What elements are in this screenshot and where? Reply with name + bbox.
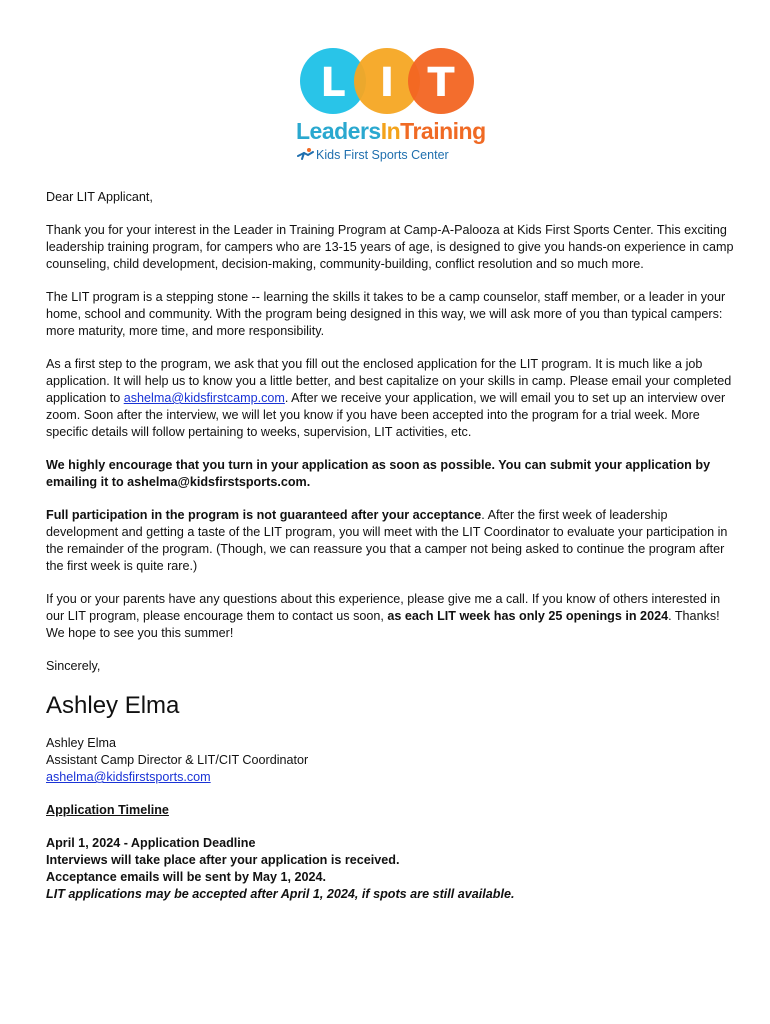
- first-step-text-b: . After we receive your application, we will email you to set up an interview over zoom. Soon after the interview, we will let you know if you have been accepted into the program for a trial week. More specific details will follow pertaining to weeks, supervision, LIT activities, etc.: [46, 391, 726, 439]
- closing: Sincerely,: [46, 659, 101, 673]
- logo-subtitle: [296, 147, 449, 164]
- questions-text-a: If you or your parents have any questions about this experience, please give me a call. If you know of others interested in our LIT program, please encourage them to contact us soon,: [46, 592, 721, 623]
- timeline-interviews: Interviews will take place after your application is received.: [46, 853, 400, 867]
- signer-title: Assistant Camp Director & LIT/CIT Coordinator: [46, 753, 309, 767]
- paragraph-participation: [46, 507, 736, 575]
- paragraph-stepping-stone: The LIT program is a stepping stone -- learning the skills it takes to be a camp counselor, staff member, or a leader in your home, school and community. With the program being designed in this way, we will ask more of you than typical campers: more maturity, more time, and more responsibility.: [46, 290, 726, 338]
- logo-letter-t: T: [427, 60, 455, 106]
- brand-leaders: Leaders: [296, 118, 381, 144]
- timeline-late-note: LIT applications may be accepted after April 1, 2024, if spots are still available.: [46, 887, 515, 901]
- logo-letter-i: I: [379, 60, 395, 106]
- timeline-acceptance: Acceptance emails will be sent by May 1, 2024.: [46, 870, 326, 884]
- first-step-text-a: As a first step to the program, we ask that you fill out the enclosed application for the LIT program. It is much like a job application. It will help us to know you a little better, and best capitalize on your skills in camp. Please email your completed application to: [46, 357, 732, 405]
- greeting: Dear LIT Applicant,: [46, 190, 153, 204]
- logo-letter-l: L: [320, 60, 346, 106]
- signer-name: Ashley Elma: [46, 736, 116, 750]
- email-link-camp[interactable]: ashelma@kidsfirstcamp.com: [123, 391, 285, 405]
- questions-text-b: . Thanks! We hope to see you this summer!: [46, 609, 720, 640]
- paragraph-intro: Thank you for your interest in the Leader in Training Program at Camp-A-Palooza at Kids First Sports Center. This exciting leadership training program, for campers who are 13-15 years of age, is designed to give you hands-on experience in camp counseling, child development, decision-making, community-building, conflict resolution and so much more.: [46, 223, 734, 271]
- paragraph-encourage: We highly encourage that you turn in your application as soon as possible. You can submit your application by emailing it to ashelma@kidsfirstsports.com.: [46, 458, 711, 489]
- brand-in: In: [380, 118, 401, 144]
- timeline-heading: Application Timeline: [46, 803, 169, 817]
- running-kid-icon: [296, 147, 316, 164]
- participation-bold: Full participation in the program is not guaranteed after your acceptance: [46, 508, 482, 522]
- signature: Ashley Elma: [46, 692, 180, 719]
- logo-brand-name: [296, 118, 486, 145]
- paragraph-questions: [46, 591, 736, 642]
- participation-text: . After the first week of leadership development and getting a taste of the LIT program, you will meet with the LIT Coordinator to evaluate your participation in the remainder of the program. (Though, we can reassure you that a camper not being asked to continue the program after the first week is quite rare.): [46, 508, 728, 573]
- signer-email-link[interactable]: ashelma@kidsfirstsports.com: [46, 770, 211, 784]
- lit-circles-graphic: [295, 46, 480, 126]
- paragraph-first-step: [46, 356, 736, 441]
- timeline-deadline: April 1, 2024 - Application Deadline: [46, 836, 256, 850]
- subtitle-text: Kids First Sports Center: [316, 147, 449, 162]
- questions-bold: as each LIT week has only 25 openings in 2024: [387, 609, 669, 623]
- brand-training: Training: [400, 118, 486, 144]
- letter-body: [46, 189, 736, 903]
